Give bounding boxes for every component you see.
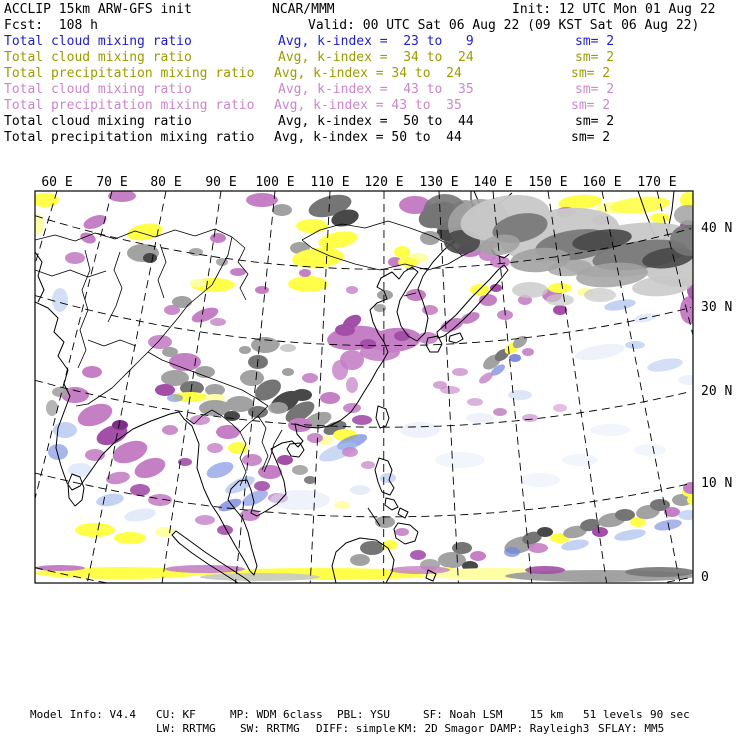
field-blob xyxy=(296,219,328,233)
field-blob xyxy=(452,542,472,554)
footer-cell: Model Info: V4.4 xyxy=(30,708,136,721)
field-blob xyxy=(162,425,178,435)
header-cell: Avg, k-index = 43 to 35 xyxy=(274,98,462,113)
field-blob xyxy=(470,551,486,561)
field-blob xyxy=(53,422,77,438)
field-blob xyxy=(466,413,494,423)
field-blob xyxy=(343,403,361,413)
field-blob xyxy=(678,510,698,520)
field-blob xyxy=(537,527,553,537)
coastline xyxy=(68,474,84,506)
longitude-line xyxy=(87,191,166,583)
field-blob xyxy=(650,213,670,223)
field-blob xyxy=(195,515,215,525)
footer-cell: MP: WDM 6class xyxy=(230,708,323,721)
field-blob xyxy=(592,527,608,537)
field-blob xyxy=(625,341,645,349)
footer-cell: SF: Noah LSM xyxy=(423,708,503,721)
cloud-band-blob xyxy=(674,205,702,225)
field-blob xyxy=(292,465,308,475)
field-blob xyxy=(255,286,269,294)
coastline xyxy=(376,406,389,428)
field-blob xyxy=(683,482,699,494)
header-cell: Avg, k-index = 50 to 44 xyxy=(278,114,474,129)
field-blob xyxy=(48,444,68,460)
field-blob xyxy=(123,506,157,523)
field-blob xyxy=(395,528,409,536)
cloud-band-blob xyxy=(584,288,616,302)
header-cell: Total precipitation mixing ratio xyxy=(4,130,255,145)
footer-cell: 15 km xyxy=(530,708,564,721)
longitude-label: 70 E xyxy=(96,175,128,190)
field-blob xyxy=(590,424,630,436)
field-blob xyxy=(105,470,131,486)
header-cell: Valid: 00 UTC Sat 06 Aug 22 (09 KST Sat 06 Aug 22) xyxy=(308,18,700,33)
header-cell: Avg, k-index = 34 to 24 xyxy=(274,66,462,81)
footer-row xyxy=(0,722,740,738)
field-blob xyxy=(613,527,646,542)
field-blob xyxy=(410,550,426,560)
field-blob xyxy=(216,425,240,439)
longitude-label: 80 E xyxy=(150,175,182,190)
field-blob xyxy=(254,481,270,491)
field-blob xyxy=(288,276,328,292)
country-border xyxy=(158,244,166,298)
header-cell: Total precipitation mixing ratio xyxy=(4,66,255,81)
field-blob xyxy=(625,567,695,577)
latitude-line xyxy=(35,473,691,517)
longitude-line xyxy=(0,191,57,583)
field-blob xyxy=(375,516,395,528)
field-blob xyxy=(467,398,483,406)
header-cell: ACCLIP 15km ARW-GFS init xyxy=(4,2,192,17)
field-blob xyxy=(82,366,102,378)
field-blob xyxy=(204,459,235,482)
longitude-label: 150 E xyxy=(528,175,568,190)
header-cell: Avg, k-index = 43 to 35 xyxy=(278,82,474,97)
header-cell: Total cloud mixing ratio xyxy=(4,114,192,129)
field-blob xyxy=(35,565,85,571)
field-blob xyxy=(361,461,375,469)
field-blob xyxy=(398,257,418,267)
field-blob xyxy=(240,370,264,386)
header-cell: sm= 2 xyxy=(571,98,611,113)
field-blob xyxy=(562,454,598,466)
latitude-label: 40 N xyxy=(701,221,733,236)
header-cell: Init: 12 UTC Mon 01 Aug 22 xyxy=(512,2,716,17)
field-blob xyxy=(292,389,312,401)
field-blob xyxy=(528,543,548,553)
latitude-label: 10 N xyxy=(701,476,733,491)
field-blob xyxy=(307,433,323,443)
field-blob xyxy=(342,447,358,457)
field-blob xyxy=(210,318,226,326)
header-cell: NCAR/MMM xyxy=(272,2,335,17)
field-blob xyxy=(574,341,626,363)
field-blob xyxy=(346,377,358,393)
field-blob xyxy=(553,404,567,412)
field-blob xyxy=(400,422,440,438)
cloud-band-blob xyxy=(512,282,548,298)
header-cell: sm= 2 xyxy=(571,66,611,81)
field-blob xyxy=(217,496,243,514)
field-blob xyxy=(646,356,684,374)
field-blob xyxy=(282,368,294,376)
field-blob xyxy=(200,573,320,581)
field-blob xyxy=(346,286,358,294)
field-blob xyxy=(228,442,248,454)
footer-cell: 51 levels xyxy=(583,708,643,721)
header-cell: Avg, k-index = 23 to 9 xyxy=(278,34,474,49)
field-blob xyxy=(320,392,340,404)
header-cell: Total cloud mixing ratio xyxy=(4,82,192,97)
longitude-label: 160 E xyxy=(582,175,622,190)
field-blob xyxy=(452,368,468,376)
field-blob xyxy=(242,454,262,466)
field-blob xyxy=(350,554,370,566)
field-blob xyxy=(509,354,521,362)
field-blob xyxy=(299,269,311,277)
field-blob xyxy=(268,402,288,414)
footer-cell: PBL: YSU xyxy=(337,708,390,721)
header-cell: Avg, k-index = 34 to 24 xyxy=(278,50,474,65)
field-blob xyxy=(360,339,376,349)
field-blob xyxy=(380,473,396,483)
footer-cell: SW: RRTMG xyxy=(240,722,300,735)
field-blob xyxy=(548,283,572,293)
footer-cell: CU: KF xyxy=(156,708,196,721)
longitude-label: 170 E xyxy=(637,175,677,190)
field-blob xyxy=(164,305,180,315)
latitude-label: 30 N xyxy=(701,300,733,315)
field-blob xyxy=(302,373,318,383)
field-blob xyxy=(490,284,502,292)
field-blob xyxy=(165,565,245,573)
longitude-label: 140 E xyxy=(473,175,513,190)
footer-cell: LW: RRTMG xyxy=(156,722,216,735)
field-blob xyxy=(352,415,372,425)
field-blob xyxy=(390,566,450,574)
field-blob xyxy=(435,452,485,468)
field-blob xyxy=(75,523,115,537)
field-blob xyxy=(438,552,466,568)
longitude-label: 110 E xyxy=(310,175,350,190)
field-blob xyxy=(394,246,410,258)
longitude-label: 130 E xyxy=(419,175,459,190)
longitude-label: 60 E xyxy=(41,175,73,190)
header-cell: sm= 2 xyxy=(575,114,615,129)
footer-cell: KM: 2D Smagor xyxy=(398,722,485,735)
field-blob xyxy=(46,400,58,416)
coastline xyxy=(385,498,398,510)
longitude-label: 90 E xyxy=(205,175,237,190)
field-blob xyxy=(130,484,150,496)
field-blob xyxy=(270,490,330,510)
header-cell: Avg, k-index = 50 to 44 xyxy=(274,130,462,145)
field-blob xyxy=(190,279,206,287)
field-blob xyxy=(280,344,296,352)
field-blob xyxy=(207,443,223,453)
field-blob xyxy=(114,532,146,544)
field-blob xyxy=(493,408,507,416)
field-blob xyxy=(155,384,175,396)
field-blob xyxy=(251,337,279,353)
cloud-band-blob xyxy=(546,294,574,306)
field-blob xyxy=(350,485,370,495)
header-cell: sm= 2 xyxy=(575,82,615,97)
header-cell: Fcst: 108 h xyxy=(4,18,98,33)
field-blob xyxy=(65,252,85,264)
field-blob xyxy=(334,501,350,509)
field-blob xyxy=(167,394,183,402)
field-blob xyxy=(332,360,348,380)
country-border xyxy=(108,252,122,322)
longitude-label: 100 E xyxy=(255,175,295,190)
field-blob xyxy=(553,305,567,315)
field-blob xyxy=(75,399,116,430)
header-cell: sm= 2 xyxy=(571,130,611,145)
field-blob xyxy=(522,414,538,422)
field-blob xyxy=(52,288,68,312)
field-blob xyxy=(239,346,251,354)
header-cell: sm= 2 xyxy=(575,34,615,49)
footer-cell: 90 sec xyxy=(650,708,690,721)
field-blob xyxy=(210,233,226,243)
field-blob xyxy=(277,455,293,465)
field-blob xyxy=(304,476,316,484)
latitude-label: 0 xyxy=(701,570,709,585)
footer-cell: DIFF: simple xyxy=(316,722,396,735)
country-border xyxy=(78,250,90,368)
field-blob xyxy=(522,348,534,356)
field-blob xyxy=(678,375,702,385)
field-blob xyxy=(680,296,700,324)
field-blob xyxy=(508,390,532,400)
field-blob xyxy=(148,335,172,349)
latitude-label: 20 N xyxy=(701,384,733,399)
field-blob xyxy=(634,444,666,456)
footer-cell: DAMP: Rayleigh3 xyxy=(490,722,590,735)
field-blob xyxy=(95,492,125,509)
header-cell: sm= 2 xyxy=(575,50,615,65)
field-blob xyxy=(504,547,520,557)
field-blob xyxy=(520,473,560,487)
country-border xyxy=(35,270,106,277)
country-border xyxy=(88,340,136,346)
field-blob xyxy=(143,253,157,263)
field-blob xyxy=(272,204,292,216)
header-cell: Total precipitation mixing ratio xyxy=(4,98,255,113)
field-blob xyxy=(433,381,447,389)
longitude-label: 120 E xyxy=(364,175,404,190)
header-cell: Total cloud mixing ratio xyxy=(4,50,192,65)
coastline xyxy=(449,333,463,343)
header-cell: Total cloud mixing ratio xyxy=(4,34,192,49)
footer-cell: SFLAY: MM5 xyxy=(598,722,665,735)
